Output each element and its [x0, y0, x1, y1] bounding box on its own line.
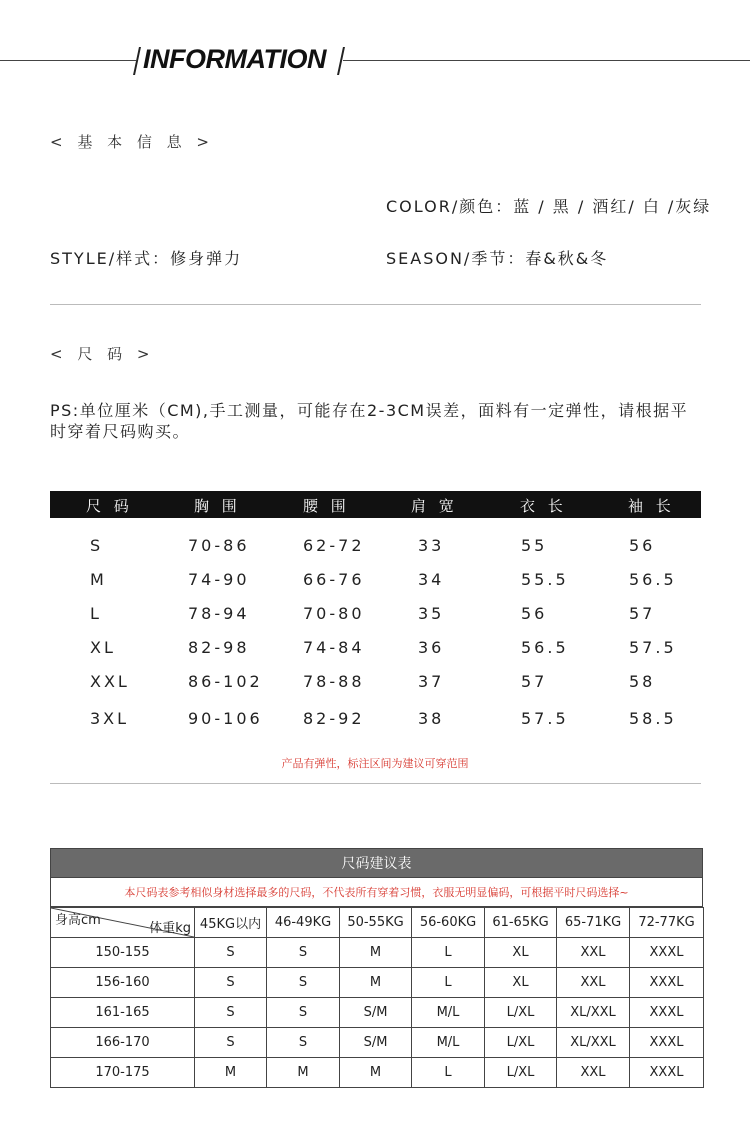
cell: 58	[629, 672, 656, 691]
table-row	[51, 938, 704, 968]
cell: S	[195, 1028, 267, 1058]
cell: L	[412, 938, 485, 968]
weight-header: 72-77KG	[630, 908, 704, 938]
divider	[50, 304, 701, 305]
header-bar-left	[133, 47, 141, 75]
basic-info-label: < 基 本 信 息 >	[50, 133, 214, 151]
cell: M	[340, 938, 412, 968]
height-cell: 150-155	[51, 938, 195, 968]
cell: XXXL	[630, 1058, 704, 1088]
cell: XL/XXL	[557, 998, 630, 1028]
cell: S	[267, 938, 340, 968]
cell: 35	[418, 604, 445, 623]
cell: 74-90	[188, 570, 250, 589]
cell: 56.5	[521, 638, 569, 657]
header-line-left	[0, 60, 136, 61]
cell: 37	[418, 672, 445, 691]
cell: 33	[418, 536, 445, 555]
cell: XL	[90, 638, 116, 657]
cell: 82-98	[188, 638, 250, 657]
cell: 57	[521, 672, 548, 691]
cell: 57.5	[521, 709, 569, 728]
weight-axis-label: 体重kg	[149, 921, 191, 936]
cell: 55	[521, 536, 548, 555]
cell: M/L	[412, 998, 485, 1028]
height-cell: 166-170	[51, 1028, 195, 1058]
weight-header: 65-71KG	[557, 908, 630, 938]
height-cell: 170-175	[51, 1058, 195, 1088]
height-cell: 161-165	[51, 998, 195, 1028]
weight-header: 61-65KG	[485, 908, 557, 938]
cell: 86-102	[188, 672, 263, 691]
cell: 70-86	[188, 536, 250, 555]
cell: L/XL	[485, 1028, 557, 1058]
cell: 82-92	[303, 709, 365, 728]
cell: S	[195, 998, 267, 1028]
cell: XXL	[90, 672, 130, 691]
cell: 74-84	[303, 638, 365, 657]
height-axis-label: 身高cm	[55, 913, 101, 928]
cell: M	[195, 1058, 267, 1088]
cell: XXXL	[630, 968, 704, 998]
cell: 57	[629, 604, 656, 623]
cell: 90-106	[188, 709, 263, 728]
size-recommendation-table	[50, 848, 703, 1088]
table-row	[51, 1058, 704, 1088]
cell: XL	[485, 968, 557, 998]
table-row	[51, 968, 704, 998]
header-bar-right	[337, 47, 345, 75]
recommendation-note: 本尺码表参考相似身材选择最多的尺码，不代表所有穿着习惯，衣服无明显偏码，可根据平时尺码选择~	[50, 878, 703, 907]
cell: S	[90, 536, 104, 555]
cell: 34	[418, 570, 445, 589]
cell: 57.5	[629, 638, 677, 657]
table-row	[51, 998, 704, 1028]
cell: XXL	[557, 968, 630, 998]
elasticity-note: 产品有弹性，标注区间为建议可穿范围	[281, 757, 469, 770]
cell: M	[267, 1058, 340, 1088]
height-cell: 156-160	[51, 968, 195, 998]
cell: 38	[418, 709, 445, 728]
cell: XL	[485, 938, 557, 968]
cell: XXXL	[630, 998, 704, 1028]
cell: 78-88	[303, 672, 365, 691]
cell: 56.5	[629, 570, 677, 589]
header-shoulder: 肩 宽	[411, 497, 458, 515]
header-waist: 腰 围	[303, 497, 350, 515]
style-info: STYLE/样式：修身弹力	[50, 249, 243, 268]
weight-header: 45KG以内	[195, 908, 267, 938]
corner-cell	[51, 908, 195, 938]
cell: 70-80	[303, 604, 365, 623]
cell: L	[90, 604, 102, 623]
header-length: 衣 长	[520, 497, 567, 515]
header-chest: 胸 围	[194, 497, 241, 515]
recommendation-title: 尺码建议表	[50, 848, 703, 878]
cell: L	[412, 968, 485, 998]
cell: S	[195, 938, 267, 968]
season-info: SEASON/季节：春&秋&冬	[386, 249, 609, 268]
cell: 56	[629, 536, 656, 555]
cell: S/M	[340, 998, 412, 1028]
cell: L/XL	[485, 1058, 557, 1088]
cell: 56	[521, 604, 548, 623]
cell: M/L	[412, 1028, 485, 1058]
page-title: INFORMATION	[143, 44, 326, 74]
cell: XL/XXL	[557, 1028, 630, 1058]
cell: M	[90, 570, 107, 589]
cell: L/XL	[485, 998, 557, 1028]
cell: 62-72	[303, 536, 365, 555]
cell: 3XL	[90, 709, 130, 728]
recommendation-grid	[50, 907, 704, 1088]
cell: S/M	[340, 1028, 412, 1058]
cell: 58.5	[629, 709, 677, 728]
color-info: COLOR/颜色：蓝 / 黑 / 酒红/ 白 /灰绿	[386, 197, 712, 216]
cell: S	[267, 998, 340, 1028]
ps-note: PS:单位厘米（CM),手工测量，可能存在2-3CM误差，面料有一定弹性，请根据平时穿着尺码购买。	[50, 401, 689, 441]
divider	[50, 783, 701, 784]
size-table-header	[50, 491, 701, 518]
weight-header: 46-49KG	[267, 908, 340, 938]
cell: 78-94	[188, 604, 250, 623]
header-size: 尺 码	[86, 497, 133, 515]
weight-header: 50-55KG	[340, 908, 412, 938]
cell: XXL	[557, 938, 630, 968]
cell: M	[340, 968, 412, 998]
cell: S	[267, 968, 340, 998]
weight-header: 56-60KG	[412, 908, 485, 938]
cell: 36	[418, 638, 445, 657]
header-line-right	[343, 60, 750, 61]
cell: S	[195, 968, 267, 998]
cell: 66-76	[303, 570, 365, 589]
header-sleeve: 袖 长	[628, 497, 675, 515]
table-row	[51, 908, 704, 938]
table-row	[51, 1028, 704, 1058]
cell: M	[340, 1058, 412, 1088]
cell: S	[267, 1028, 340, 1058]
cell: L	[412, 1058, 485, 1088]
size-label: < 尺 码 >	[50, 345, 155, 363]
cell: XXXL	[630, 1028, 704, 1058]
cell: XXL	[557, 1058, 630, 1088]
cell: XXXL	[630, 938, 704, 968]
cell: 55.5	[521, 570, 569, 589]
